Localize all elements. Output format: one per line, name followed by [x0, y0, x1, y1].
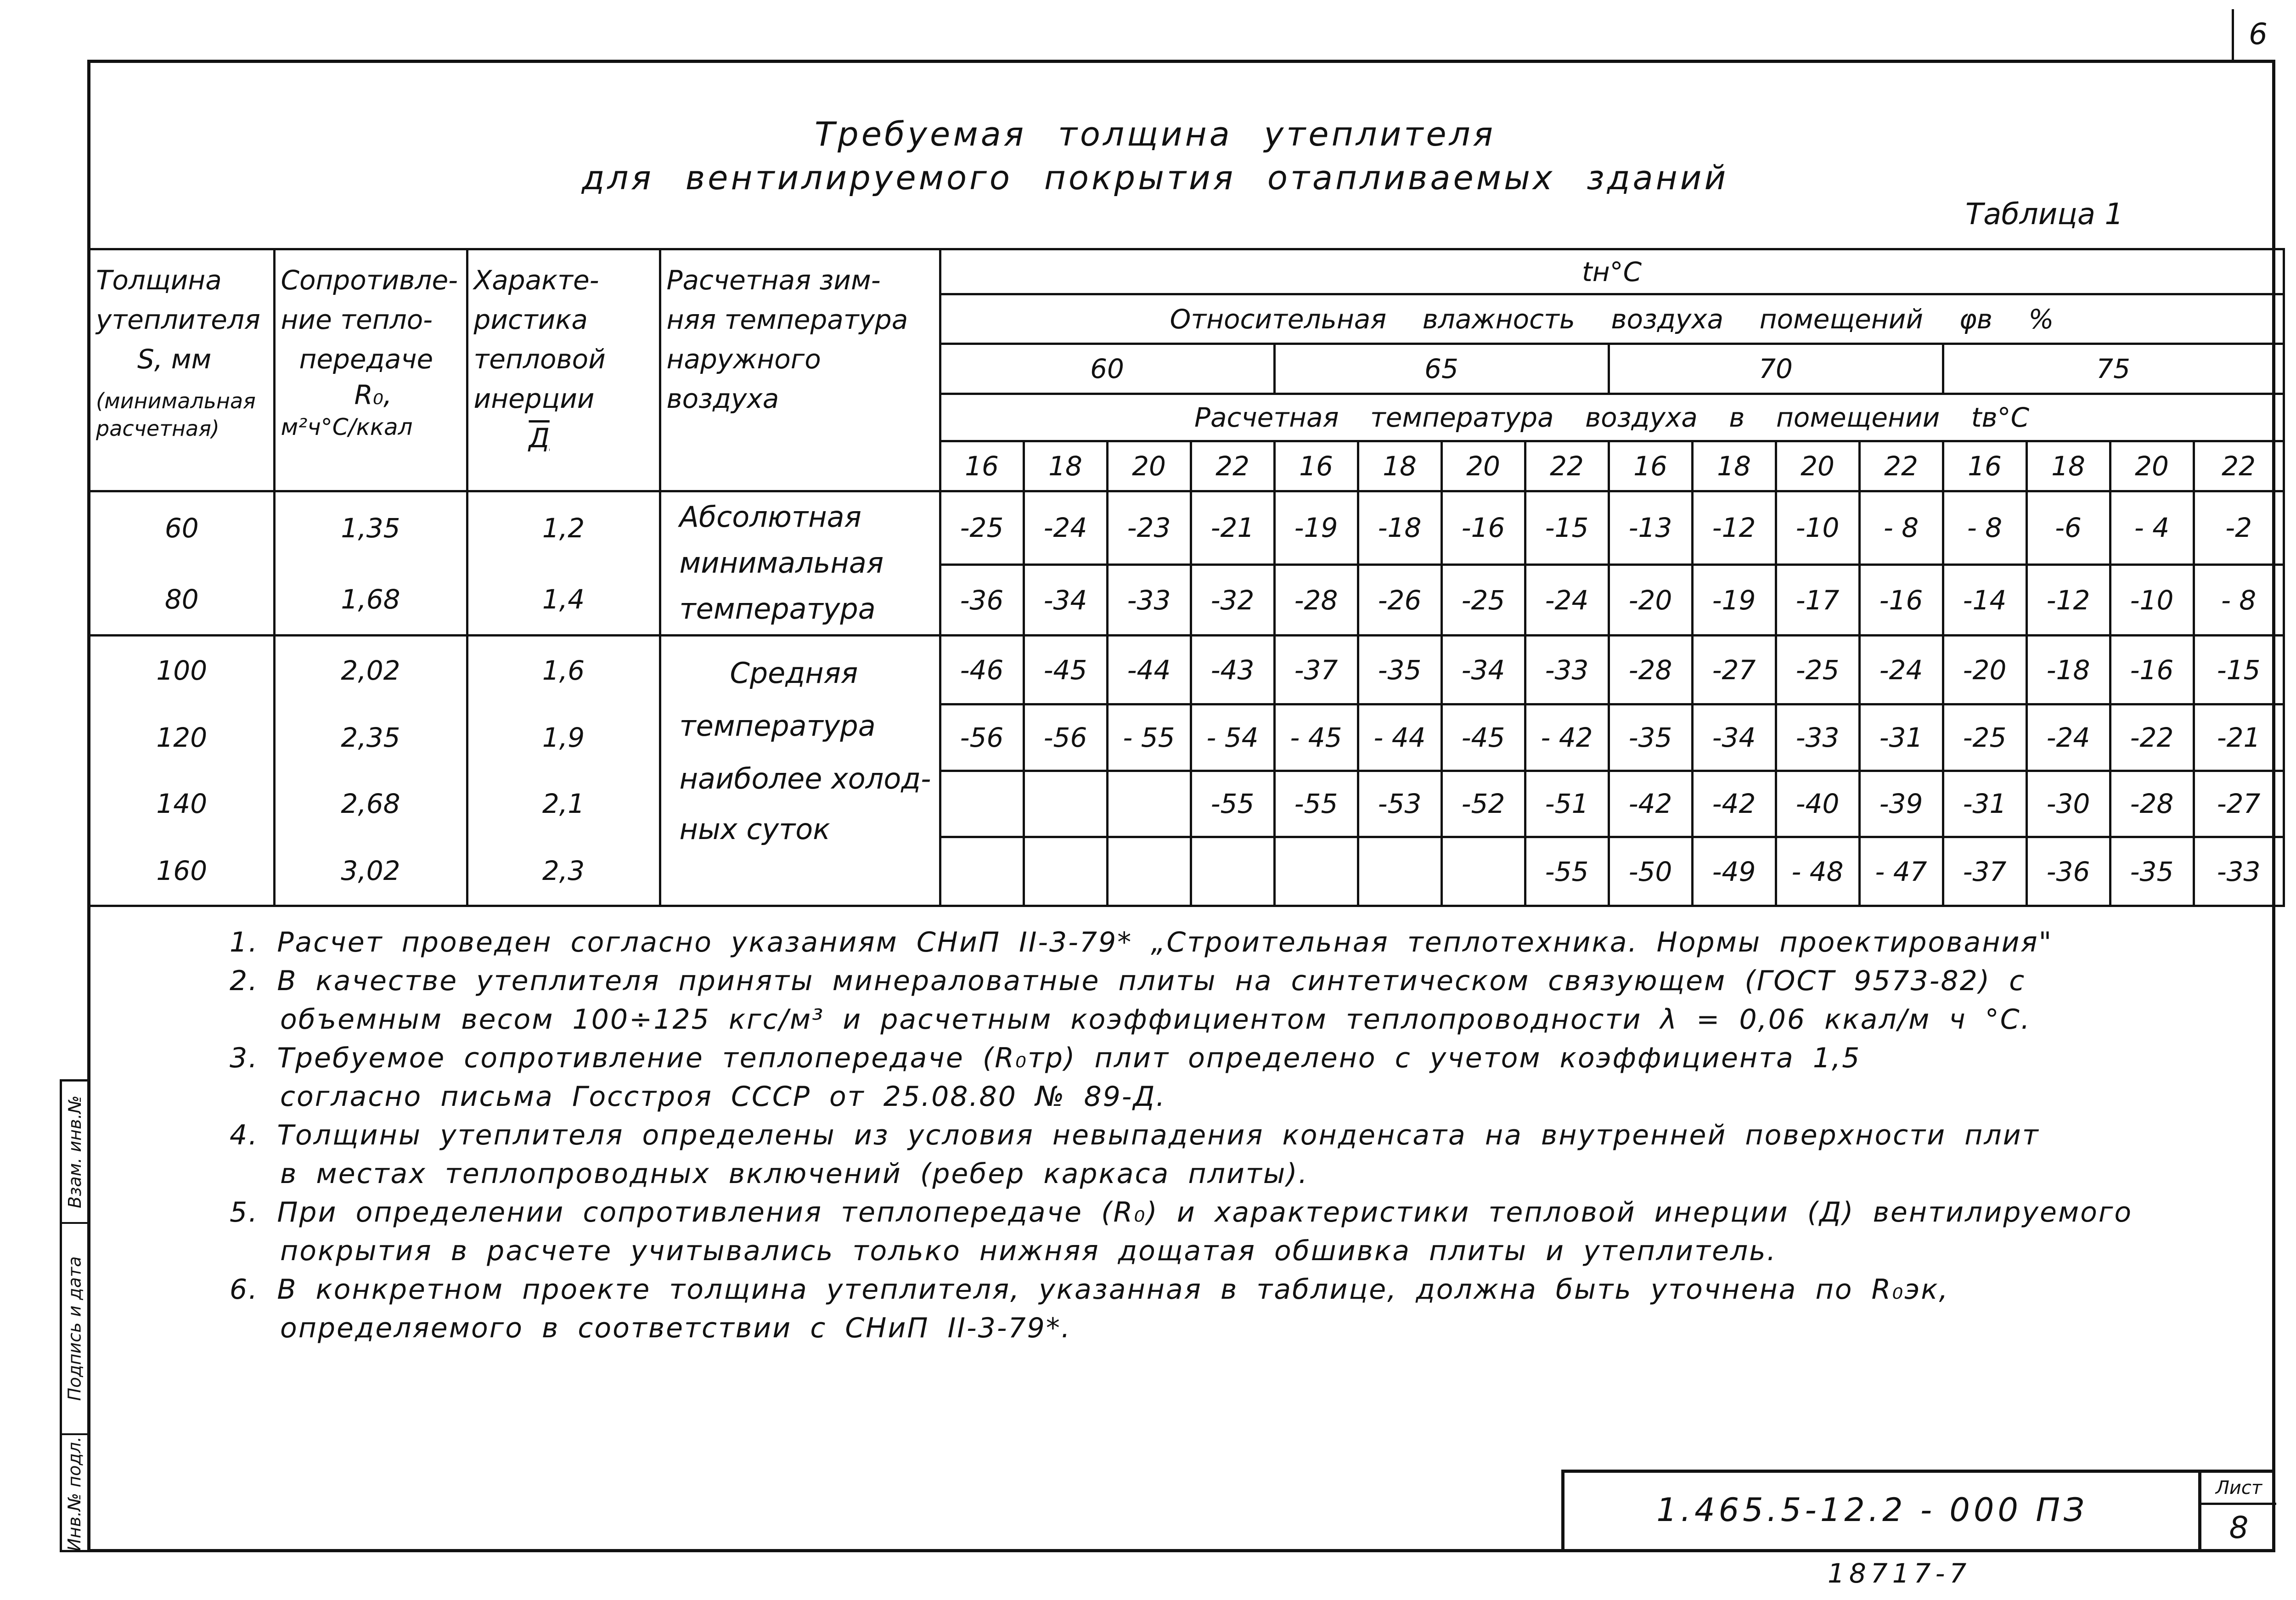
value-cell: -44 — [1107, 636, 1191, 704]
group-label-coldest-days: Средняя температура наиболее холод- ных суток — [660, 636, 940, 906]
thickness-cell: 60 — [90, 491, 274, 564]
note-line: 1. Расчет проведен согласно указаниям СНиП II-3-79* „Строительная теплотехника. Нормы проектирования" — [230, 926, 2053, 958]
value-cell: - 44 — [1358, 704, 1441, 771]
value-cell: -26 — [1358, 564, 1441, 636]
value-cell: -16 — [1441, 491, 1525, 564]
value-cell: -24 — [1859, 636, 1943, 704]
note-line: 5. При определении сопротивления теплопередаче (R₀) и характеристики тепловой инерции (Д) вентилируемого — [230, 1196, 2133, 1228]
note-line: 4. Толщины утеплителя определены из условия невыпадения конденсата на внутренней поверхности плит — [230, 1119, 2040, 1151]
indoor-temp-cell: 18 — [2026, 441, 2110, 491]
value-cell: -34 — [1692, 704, 1776, 771]
value-cell: -30 — [2026, 771, 2110, 837]
table-row — [90, 636, 2284, 704]
value-cell: -33 — [2194, 837, 2284, 906]
value-cell: -49 — [1692, 837, 1776, 906]
value-cell: -45 — [1441, 704, 1525, 771]
indoor-temp-cell: 22 — [1525, 441, 1609, 491]
thickness-cell: 140 — [90, 771, 274, 837]
table-row — [90, 837, 2284, 906]
value-cell: -15 — [1525, 491, 1609, 564]
note-line: в местах теплопроводных включений (ребер каркаса плиты). — [280, 1158, 1309, 1190]
value-cell: -2 — [2194, 491, 2284, 564]
value-cell: -16 — [1859, 564, 1943, 636]
header-indoor-temp: Расчетная температура воздуха в помещении tв°С — [940, 394, 2284, 441]
indoor-temp-cell: 22 — [2194, 441, 2284, 491]
value-cell: -28 — [2110, 771, 2194, 837]
indoor-temp-cell: 18 — [1692, 441, 1776, 491]
value-cell: -24 — [2026, 704, 2110, 771]
value-cell — [1358, 837, 1441, 906]
value-cell: -40 — [1776, 771, 1859, 837]
value-cell: -19 — [1274, 491, 1358, 564]
title-line-2: для вентилируемого покрытия отапливаемых зданий — [581, 158, 1729, 197]
indoor-temp-cell: 20 — [1107, 441, 1191, 491]
value-cell: -55 — [1525, 837, 1609, 906]
inertia-cell: 1,9 — [467, 704, 660, 771]
note-line: объемным весом 100÷125 кгс/м³ и расчетным коэффициентом теплопроводности λ = 0,06 ккал/м ч °С. — [280, 1003, 2031, 1036]
humidity-70: 70 — [1609, 344, 1943, 394]
value-cell: -33 — [1525, 636, 1609, 704]
value-cell — [1274, 837, 1358, 906]
value-cell: -31 — [1859, 704, 1943, 771]
header-resistance: Сопротивле- ние тепло- передаче R₀, м²ч°С/ккал — [274, 249, 467, 491]
side-cell-signature: Подпись и дата — [62, 1224, 87, 1435]
value-cell: -31 — [1943, 771, 2026, 837]
value-cell — [1191, 837, 1274, 906]
value-cell — [940, 837, 1024, 906]
sheet-label: Лист — [2201, 1473, 2276, 1505]
value-cell: -25 — [940, 491, 1024, 564]
title-line-1: Требуемая толщина утеплителя — [815, 115, 1496, 153]
value-cell: -37 — [1943, 837, 2026, 906]
value-cell: -20 — [1943, 636, 2026, 704]
value-cell: -56 — [940, 704, 1024, 771]
value-cell: -35 — [1609, 704, 1692, 771]
thickness-cell: 120 — [90, 704, 274, 771]
value-cell: -13 — [1609, 491, 1692, 564]
value-cell: -46 — [940, 636, 1024, 704]
header-winter-temp: Расчетная зим- няя температура наружного воздуха — [660, 249, 940, 491]
corner-page-number: 6 — [2232, 9, 2282, 60]
note-line: покрытия в расчете учитывались только нижняя дощатая обшивка плиты и утеплитель. — [280, 1235, 1777, 1267]
resistance-cell: 1,35 — [274, 491, 467, 564]
value-cell — [1024, 837, 1107, 906]
value-cell: -45 — [1024, 636, 1107, 704]
table-row — [90, 704, 2284, 771]
note-line: 3. Требуемое сопротивление теплопередаче (R₀тр) плит определено с учетом коэффициента 1,5 — [230, 1042, 1861, 1074]
inertia-cell: 2,1 — [467, 771, 660, 837]
thickness-cell: 80 — [90, 564, 274, 636]
document-code: 1.465.5-12.2 - 000 ПЗ — [1656, 1491, 2088, 1529]
value-cell: - 8 — [1943, 491, 2026, 564]
value-cell: - 8 — [2194, 564, 2284, 636]
value-cell: -25 — [1441, 564, 1525, 636]
value-cell — [940, 771, 1024, 837]
value-cell: -28 — [1609, 636, 1692, 704]
resistance-cell: 1,68 — [274, 564, 467, 636]
indoor-temp-cell: 18 — [1358, 441, 1441, 491]
indoor-temp-cell: 18 — [1024, 441, 1107, 491]
table-label: Таблица 1 — [1965, 197, 2124, 231]
indoor-temp-cell: 16 — [1943, 441, 2026, 491]
resistance-cell: 2,02 — [274, 636, 467, 704]
indoor-temp-cell: 16 — [940, 441, 1024, 491]
value-cell: -18 — [2026, 636, 2110, 704]
value-cell — [1107, 837, 1191, 906]
value-cell: -50 — [1609, 837, 1692, 906]
value-cell: -55 — [1191, 771, 1274, 837]
resistance-cell: 2,68 — [274, 771, 467, 837]
note-line: определяемого в соответствии с СНиП II-3-79*. — [280, 1312, 1071, 1344]
value-cell: - 4 — [2110, 491, 2194, 564]
note-line: 2. В качестве утеплителя приняты минераловатные плиты на синтетическом связующем (ГОСТ 9573-82) с — [230, 965, 2026, 997]
value-cell: -22 — [2110, 704, 2194, 771]
value-cell: - 42 — [1525, 704, 1609, 771]
value-cell: -27 — [2194, 771, 2284, 837]
side-cell-inventory: Инв.№ подл. — [64, 1436, 85, 1551]
header-humidity: Относительная влажность воздуха помещений φв % — [940, 294, 2284, 344]
side-approval-strip — [60, 1079, 87, 1552]
value-cell: -21 — [1191, 491, 1274, 564]
value-cell: -51 — [1525, 771, 1609, 837]
value-cell: -34 — [1024, 564, 1107, 636]
value-cell — [1441, 837, 1525, 906]
value-cell: -14 — [1943, 564, 2026, 636]
resistance-cell: 3,02 — [274, 837, 467, 906]
value-cell: -18 — [1358, 491, 1441, 564]
header-inertia: Характе- ристика тепловой инерции Д — [467, 249, 660, 491]
title-block — [1561, 1470, 2275, 1552]
value-cell: -21 — [2194, 704, 2284, 771]
note-line: 6. В конкретном проекте толщина утеплителя, указанная в таблице, должна быть уточнена по R₀эк, — [230, 1273, 1949, 1306]
value-cell: -36 — [2026, 837, 2110, 906]
table-row — [90, 771, 2284, 837]
header-thickness: Толщина утеплителя S, мм (минимальная расчетная) — [90, 249, 274, 491]
value-cell: -10 — [1776, 491, 1859, 564]
group-label-absolute: Абсолютная минимальная температура — [660, 491, 940, 636]
value-cell — [1024, 771, 1107, 837]
value-cell: -20 — [1609, 564, 1692, 636]
value-cell: -56 — [1024, 704, 1107, 771]
header-tn: tн°С — [940, 249, 2284, 294]
value-cell: -34 — [1441, 636, 1525, 704]
indoor-temp-cell: 16 — [1609, 441, 1692, 491]
indoor-temp-cell: 16 — [1274, 441, 1358, 491]
indoor-temp-cell: 20 — [1441, 441, 1525, 491]
sheet-box — [2198, 1473, 2276, 1552]
value-cell: - 47 — [1859, 837, 1943, 906]
inventory-number: 18717-7 — [1828, 1558, 1971, 1589]
value-cell: -55 — [1274, 771, 1358, 837]
thickness-cell: 100 — [90, 636, 274, 704]
value-cell: -24 — [1024, 491, 1107, 564]
value-cell: -53 — [1358, 771, 1441, 837]
notes — [230, 923, 2250, 1347]
value-cell: -15 — [2194, 636, 2284, 704]
value-cell: -17 — [1776, 564, 1859, 636]
note-line: согласно письма Госстроя СССР от 25.08.80 № 89-Д. — [280, 1081, 1166, 1113]
value-cell: - 48 — [1776, 837, 1859, 906]
value-cell: -25 — [1943, 704, 2026, 771]
thickness-cell: 160 — [90, 837, 274, 906]
value-cell: -42 — [1609, 771, 1692, 837]
humidity-65: 65 — [1274, 344, 1609, 394]
inertia-cell: 2,3 — [467, 837, 660, 906]
inertia-cell: 1,4 — [467, 564, 660, 636]
inertia-cell: 1,6 — [467, 636, 660, 704]
side-cell-replacement: Взам. инв.№ — [62, 1082, 87, 1224]
value-cell: - 55 — [1107, 704, 1191, 771]
value-cell — [1107, 771, 1191, 837]
value-cell: -12 — [1692, 491, 1776, 564]
value-cell: -6 — [2026, 491, 2110, 564]
indoor-temp-cell: 22 — [1859, 441, 1943, 491]
value-cell: -33 — [1107, 564, 1191, 636]
value-cell: -19 — [1692, 564, 1776, 636]
value-cell: -39 — [1859, 771, 1943, 837]
indoor-temp-cell: 20 — [2110, 441, 2194, 491]
value-cell: -27 — [1692, 636, 1776, 704]
table-row — [90, 564, 2284, 636]
value-cell: -52 — [1441, 771, 1525, 837]
value-cell: -25 — [1776, 636, 1859, 704]
value-cell: -37 — [1274, 636, 1358, 704]
value-cell: -23 — [1107, 491, 1191, 564]
indoor-temp-cell: 22 — [1191, 441, 1274, 491]
value-cell: -43 — [1191, 636, 1274, 704]
value-cell: -42 — [1692, 771, 1776, 837]
insulation-table — [90, 248, 2285, 907]
value-cell: -33 — [1776, 704, 1859, 771]
humidity-75: 75 — [1943, 344, 2284, 394]
value-cell: -35 — [1358, 636, 1441, 704]
value-cell: -35 — [2110, 837, 2194, 906]
humidity-60: 60 — [940, 344, 1274, 394]
value-cell: -36 — [940, 564, 1024, 636]
resistance-cell: 2,35 — [274, 704, 467, 771]
value-cell: -12 — [2026, 564, 2110, 636]
inertia-cell: 1,2 — [467, 491, 660, 564]
value-cell: -24 — [1525, 564, 1609, 636]
sheet-number: 8 — [2229, 1510, 2249, 1545]
value-cell: -10 — [2110, 564, 2194, 636]
value-cell: -28 — [1274, 564, 1358, 636]
indoor-temp-cell: 20 — [1776, 441, 1859, 491]
value-cell: - 8 — [1859, 491, 1943, 564]
table-row — [90, 491, 2284, 564]
value-cell: - 45 — [1274, 704, 1358, 771]
value-cell: -32 — [1191, 564, 1274, 636]
value-cell: -16 — [2110, 636, 2194, 704]
value-cell: - 54 — [1191, 704, 1274, 771]
